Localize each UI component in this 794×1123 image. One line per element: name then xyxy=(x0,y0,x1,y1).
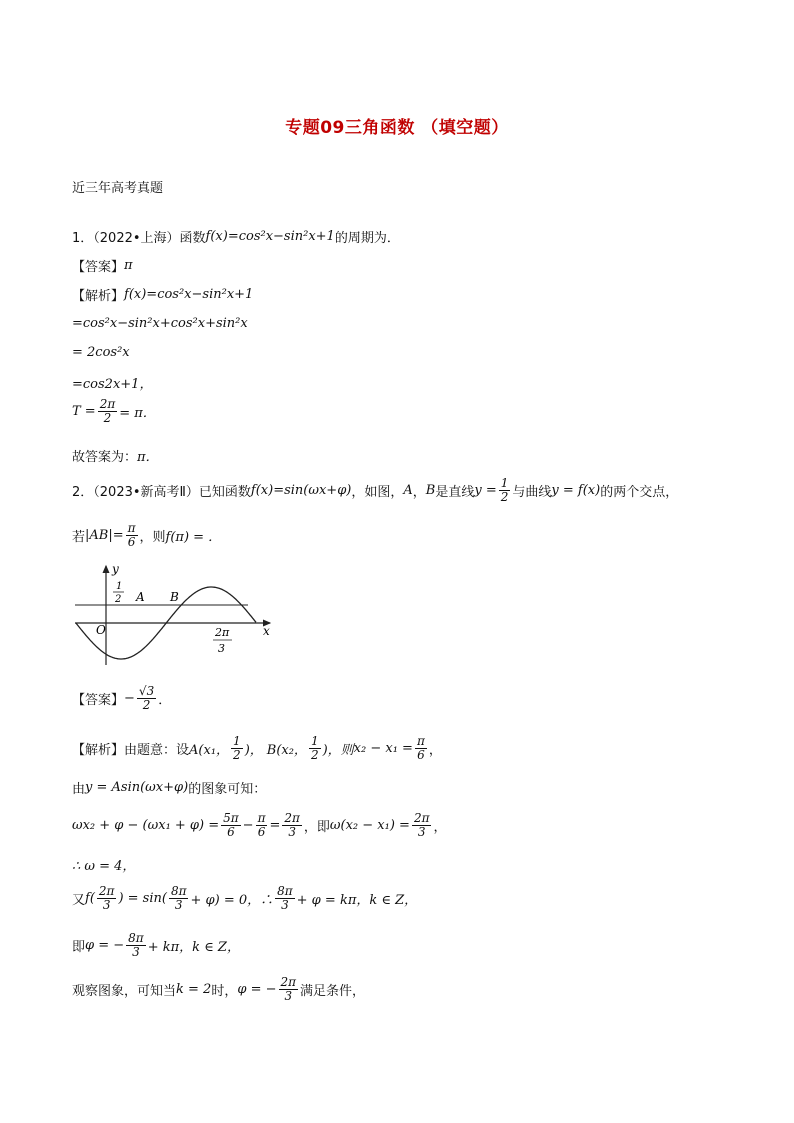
frac-num: 8π xyxy=(128,931,144,945)
frac-den: 6 xyxy=(127,534,136,549)
q2-lead: 2．（2023•新高考Ⅱ）已知函数 xyxy=(72,484,251,500)
pi-sixth xyxy=(126,522,138,548)
frac-den: 2 xyxy=(142,697,151,712)
conclusion-value: π． xyxy=(137,450,159,465)
half-num-label: 1 xyxy=(116,581,123,592)
math: x₂ − x₁ = xyxy=(353,740,413,756)
fraction xyxy=(412,812,432,838)
y-label: y xyxy=(112,562,119,576)
frac-num: π xyxy=(127,521,136,535)
a-label: A xyxy=(136,590,145,604)
math: ωx₂ + φ − (ωx₁ + φ) = xyxy=(72,817,220,833)
if-text: 若 xyxy=(72,529,86,545)
frac-num: π xyxy=(257,811,266,825)
y-eq: y = xyxy=(474,482,497,498)
b-label: B xyxy=(170,590,179,604)
fraction xyxy=(126,932,146,958)
frac-num: √3 xyxy=(138,684,155,698)
math: ) = sin( xyxy=(118,890,167,906)
half-fraction xyxy=(499,477,511,503)
frac-den: 3 xyxy=(417,824,426,839)
frac-num: 2π xyxy=(99,397,116,411)
q1-period xyxy=(72,398,156,424)
frac-den: 3 xyxy=(288,824,296,839)
q1-answer xyxy=(72,256,133,275)
section-heading: 近三年高考真题 xyxy=(72,181,164,196)
math: k = 2 xyxy=(176,981,212,997)
point-b: B xyxy=(425,482,436,498)
text: ， xyxy=(428,742,442,758)
frac-num: 2π xyxy=(413,811,430,825)
answer-sign: − xyxy=(124,690,135,706)
text: 的图象可知： xyxy=(188,782,267,797)
fraction xyxy=(169,885,189,911)
frac-den: 3 xyxy=(284,988,293,1003)
point-a: A xyxy=(403,482,413,498)
text: 由题意：设 xyxy=(124,742,190,758)
period-fraction xyxy=(98,398,118,424)
q2-mid2: 是直线 xyxy=(435,484,475,500)
q2-analysis-7 xyxy=(72,976,365,1002)
q2-answer xyxy=(72,685,171,711)
q2-formula: f(x)=sin(ωx+φ) xyxy=(250,482,352,498)
math: B(x₂， xyxy=(266,742,307,758)
ab-length: |AB|= xyxy=(85,527,124,543)
tp-num-label: 2π xyxy=(215,626,230,639)
frac-num: 1 xyxy=(233,734,241,748)
q2-analysis-3 xyxy=(72,812,446,838)
answer-fraction xyxy=(137,685,156,711)
origin-label: O xyxy=(96,623,106,637)
conclusion-text: 故答案为： xyxy=(72,450,138,465)
answer-label: 【答案】 xyxy=(72,260,125,275)
text: 观察图象，可知当 xyxy=(72,983,177,999)
math: + φ) = 0，∴ xyxy=(190,892,274,908)
q2-mid4: 的两个交点， xyxy=(600,484,679,500)
text: 时， xyxy=(211,983,238,999)
q2-stem xyxy=(72,477,678,503)
math: ω(x₂ − x₁) = xyxy=(329,817,410,833)
math: y = Asin(ωx+φ) xyxy=(85,780,189,795)
math: A(x₁， xyxy=(189,742,230,758)
frac-num: 8π xyxy=(170,884,187,898)
math: + kπ，k ∈ Z， xyxy=(147,939,240,955)
q2-mid3: 与曲线 xyxy=(512,484,552,500)
math: + φ = kπ，k ∈ Z， xyxy=(296,892,418,908)
period-rhs: = π． xyxy=(119,405,156,421)
fraction xyxy=(97,885,117,911)
analysis-label: 【解析】 xyxy=(72,289,125,304)
frac-den: 6 xyxy=(227,824,235,839)
frac-num: 2π xyxy=(280,975,297,989)
frac-num: 5π xyxy=(223,811,239,825)
q2-analysis-4: ∴ ω = 4， xyxy=(72,859,136,874)
sine-graph xyxy=(70,560,285,670)
fraction xyxy=(282,812,302,838)
period-lhs: T = xyxy=(72,403,96,419)
q2-mid1: ，如图， xyxy=(351,484,404,500)
sep: ， xyxy=(412,484,426,500)
frac-den: 2 xyxy=(310,747,319,762)
q1-step-2: =cos²x−sin²x+cos²x+sin²x xyxy=(72,316,248,331)
text: 由 xyxy=(72,782,86,797)
fraction xyxy=(279,976,299,1002)
page-title: 专题09三角函数 （填空题） xyxy=(285,118,509,138)
q1-step-4: =cos2x+1， xyxy=(72,377,153,392)
q1-formula: f(x)=cos²x−sin²x+1 xyxy=(205,229,335,244)
math: = xyxy=(269,817,281,833)
text: 满足条件， xyxy=(300,983,366,999)
fraction xyxy=(221,812,241,838)
q1-tail: 的周期为． xyxy=(334,231,400,246)
frac-den: 2 xyxy=(233,747,241,762)
q1-lead: 1．（2022•上海）函数 xyxy=(72,231,206,246)
q1-stem xyxy=(72,227,400,246)
frac-num: 2π xyxy=(98,884,115,898)
math: φ = − xyxy=(237,981,277,997)
math: )， xyxy=(244,742,263,758)
frac-den: 3 xyxy=(281,897,289,912)
analysis-label: 【解析】 xyxy=(72,742,125,758)
answer-value: π xyxy=(124,258,133,273)
x-label: x xyxy=(263,624,270,638)
fraction xyxy=(231,735,243,761)
math: )，则 xyxy=(322,742,354,758)
fraction xyxy=(415,735,427,761)
f-pi: f(π) = ． xyxy=(165,529,222,545)
frac-den: 3 xyxy=(102,897,111,912)
frac-den: 3 xyxy=(174,897,183,912)
q1-analysis-1 xyxy=(72,285,253,304)
frac-den: 2 xyxy=(500,489,509,504)
answer-label: 【答案】 xyxy=(72,692,125,708)
text: ， xyxy=(433,819,447,835)
tp-den-label: 3 xyxy=(218,642,225,655)
fraction xyxy=(309,735,321,761)
frac-den: 6 xyxy=(257,824,266,839)
math: f( xyxy=(85,890,95,906)
math: φ = − xyxy=(85,937,125,953)
q1-conclusion xyxy=(72,446,159,465)
q2-analysis-5 xyxy=(72,885,417,911)
q2-analysis-1 xyxy=(72,735,442,761)
fraction xyxy=(256,812,268,838)
frac-den: 6 xyxy=(417,747,425,762)
step: f(x)=cos²x−sin²x+1 xyxy=(124,287,254,302)
frac-num: 2π xyxy=(284,811,300,825)
q2-condition xyxy=(72,522,221,548)
answer-tail: ． xyxy=(158,692,172,708)
half-den-label: 2 xyxy=(115,594,122,605)
then-text: ，则 xyxy=(139,529,166,545)
frac-num: 1 xyxy=(500,476,509,490)
text: 又 xyxy=(72,892,86,908)
frac-num: 8π xyxy=(277,884,293,898)
frac-den: 3 xyxy=(132,944,140,959)
fraction xyxy=(275,885,295,911)
curve: y = f(x) xyxy=(551,482,601,498)
text: ，即 xyxy=(303,819,330,835)
q2-analysis-6 xyxy=(72,932,240,958)
frac-den: 2 xyxy=(103,410,112,425)
text: 即 xyxy=(72,939,86,955)
frac-num: π xyxy=(416,734,425,748)
math: − xyxy=(242,817,254,833)
q1-step-3: = 2cos²x xyxy=(72,345,130,360)
q2-analysis-2 xyxy=(72,778,266,797)
frac-num: 1 xyxy=(310,734,319,748)
